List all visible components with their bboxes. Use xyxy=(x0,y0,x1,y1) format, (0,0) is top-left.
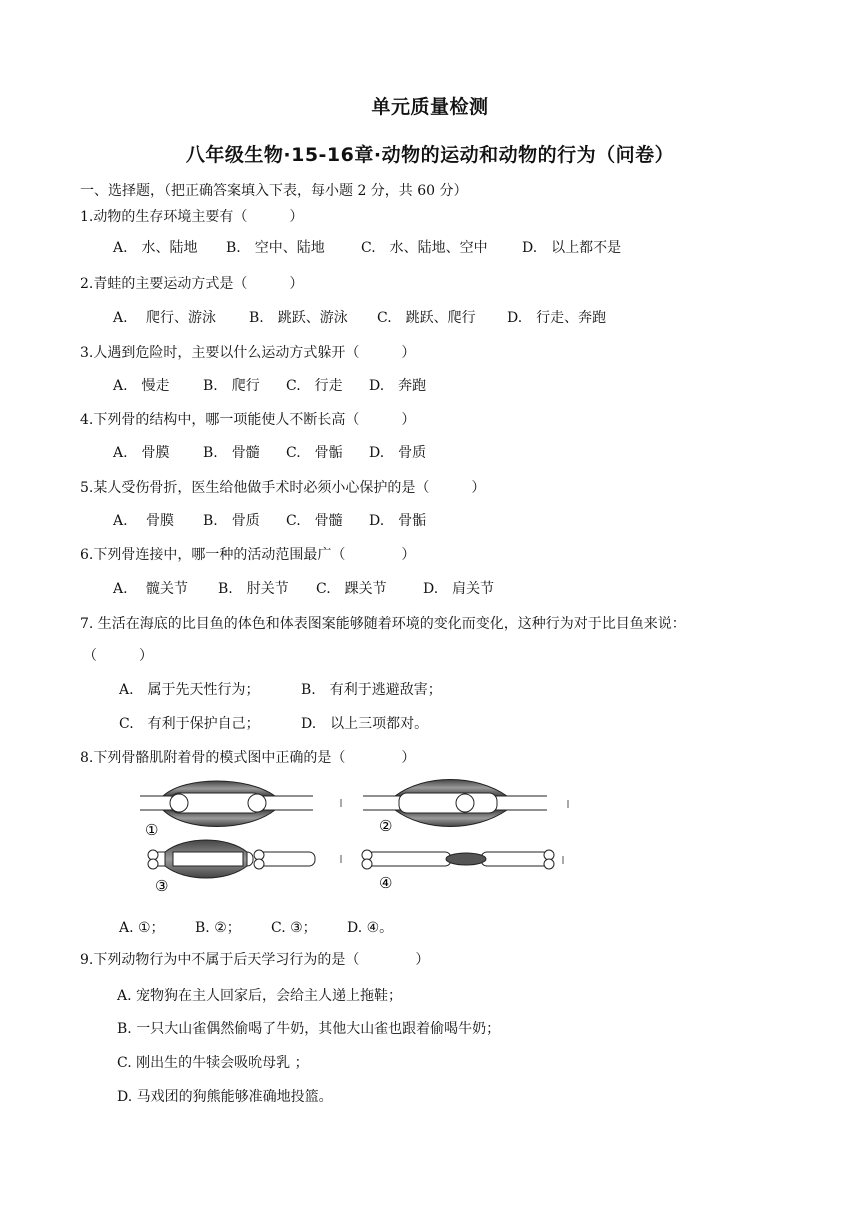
figure-label: ④ xyxy=(379,874,393,892)
figure-label: ① xyxy=(145,821,159,839)
question-stem: 5.某人受伤骨折，医生给他做手术时必须小心保护的是（ ） xyxy=(80,480,486,496)
question-stem: 2.青蛙的主要运动方式是（ ） xyxy=(80,276,304,292)
figure-3 xyxy=(148,840,315,878)
option: A. 水、陆地 xyxy=(113,240,198,256)
section-heading: 一、选择题，（把正确答案填入下表，每小题 2 分，共 60 分） xyxy=(80,183,468,199)
option: B. 跳跃、游泳 xyxy=(249,310,348,326)
option: A. 爬行、游泳 xyxy=(113,310,217,326)
figure-4 xyxy=(341,850,563,869)
option: B. 骨髓 xyxy=(203,445,260,461)
option: D. 奔跑 xyxy=(369,378,427,394)
option: D. 马戏团的狗熊能够准确地投篮。 xyxy=(117,1089,333,1105)
question-stem: 9.下列动物行为中不属于后天学习行为的是（ ） xyxy=(80,952,430,968)
option: A. 慢走 xyxy=(113,378,170,394)
option: D. 以上都不是 xyxy=(522,240,622,256)
option: A. 骨膜 xyxy=(113,513,175,529)
option: C. 骨髓 xyxy=(286,513,343,529)
page-title: 单元质量检测 xyxy=(371,96,489,118)
option: D. 骨质 xyxy=(369,445,427,461)
option: C. ③； xyxy=(271,920,317,936)
page-subtitle: 八年级生物·15-16章·动物的运动和动物的行为（问卷） xyxy=(185,144,675,166)
option: A. 属于先天性行为； xyxy=(119,682,260,698)
option: D. 骨骺 xyxy=(369,513,427,529)
option: A. 宠物狗在主人回家后，会给主人递上拖鞋； xyxy=(117,988,403,1004)
option: C. 跳跃、爬行 xyxy=(377,310,476,326)
question-stem-continuation: （ ） xyxy=(83,648,153,664)
question-stem: 8.下列骨骼肌附着骨的模式图中正确的是（ ） xyxy=(80,750,416,766)
option: B. 爬行 xyxy=(203,378,260,394)
option: B. 有利于逃避敌害； xyxy=(301,682,442,698)
question-stem: 7. 生活在海底的比目鱼的体色和体表图案能够随着环境的变化而变化，这种行为对于比目鱼来说： xyxy=(80,616,686,632)
option: C. 踝关节 xyxy=(316,581,387,597)
question-stem: 1.动物的生存环境主要有（ ） xyxy=(80,209,304,225)
figure-label: ③ xyxy=(155,877,169,893)
option: A. 髋关节 xyxy=(113,581,189,597)
option: C. 骨骺 xyxy=(286,445,343,461)
question-stem: 6.下列骨连接中，哪一种的活动范围最广（ ） xyxy=(80,547,416,563)
option: A. 骨膜 xyxy=(113,445,170,461)
option: C. 水、陆地、空中 xyxy=(361,240,488,256)
option: B. 肘关节 xyxy=(218,581,289,597)
question-stem: 3.人遇到危险时，主要以什么运动方式躲开（ ） xyxy=(80,345,416,361)
option: D. 肩关节 xyxy=(423,581,495,597)
option: B. 空中、陆地 xyxy=(226,240,325,256)
option: D. 以上三项都对。 xyxy=(301,716,429,732)
option: A. ①； xyxy=(119,920,165,936)
option: D. 行走、奔跑 xyxy=(507,310,607,326)
option: C. 行走 xyxy=(286,378,343,394)
option: C. 刚出生的牛犊会吸吮母乳 ； xyxy=(117,1055,309,1071)
option: B. ②； xyxy=(195,920,241,936)
question-stem: 4.下列骨的结构中，哪一项能使人不断长高（ ） xyxy=(80,412,416,428)
option: B. 一只大山雀偶然偷喝了牛奶，其他大山雀也跟着偷喝牛奶； xyxy=(117,1021,501,1037)
option: C. 有利于保护自己； xyxy=(119,716,260,732)
option: B. 骨质 xyxy=(203,513,260,529)
figure-1 xyxy=(140,781,313,827)
figure-label: ② xyxy=(379,817,393,835)
muscle-bone-diagram xyxy=(135,778,575,893)
option: D. ④。 xyxy=(347,920,394,936)
figure-2 xyxy=(341,780,568,827)
